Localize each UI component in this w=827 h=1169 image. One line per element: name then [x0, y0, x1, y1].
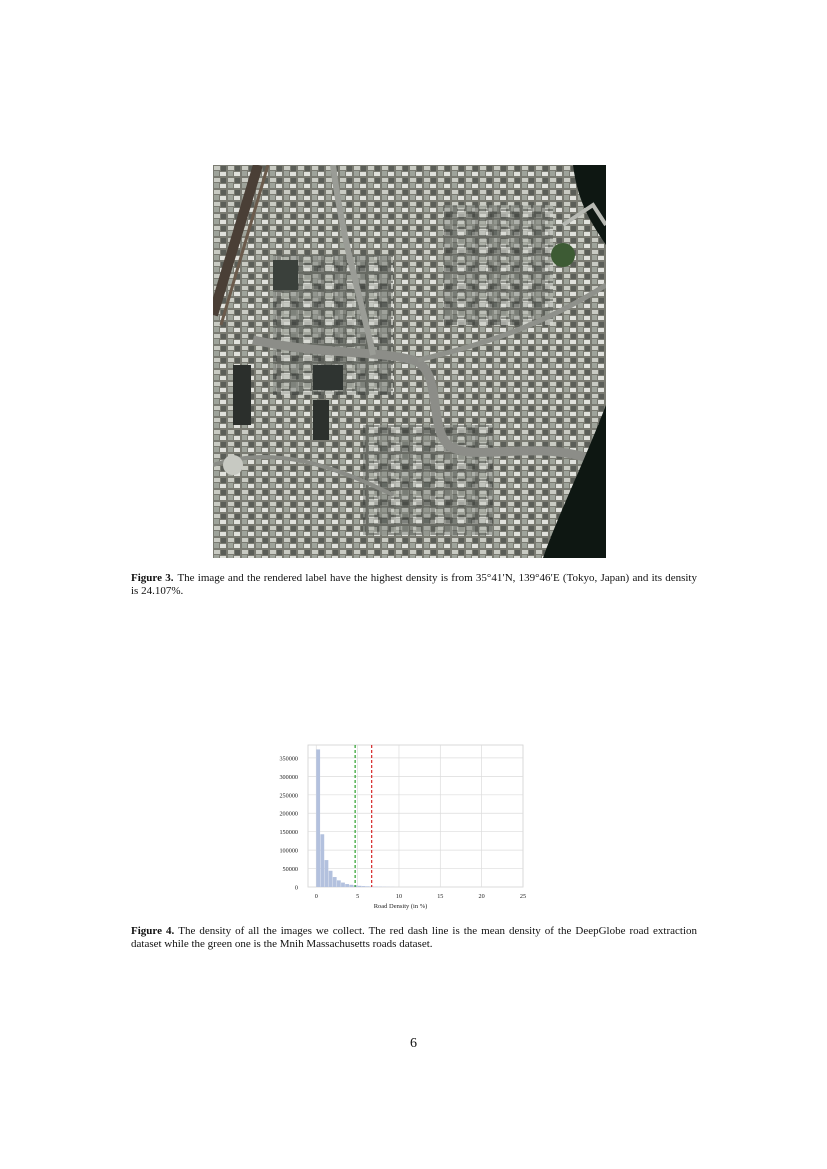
- x-axis-label: Road Density (in %): [373, 903, 428, 910]
- y-tick-label: 50000: [282, 866, 298, 874]
- figure-3-caption: [131, 572, 697, 598]
- page-number: 6: [410, 1036, 417, 1051]
- density-histogram-svg: [270, 740, 530, 915]
- histogram-bar: [349, 885, 353, 887]
- y-tick-label: 350000: [279, 755, 298, 763]
- density-histogram: [270, 740, 530, 920]
- histogram-bar: [329, 871, 333, 887]
- x-tick-label: 10: [395, 893, 403, 900]
- histogram-bar: [333, 877, 337, 887]
- y-tick-label: 300000: [279, 773, 298, 781]
- histogram-bar: [362, 886, 366, 887]
- figure-3-caption-text: The image and the rendered label have the highest density is from 35°41′N, 139°46′E (Tokyo, Japan) and its density is 24.107%.: [131, 572, 697, 597]
- aerial-image-graphic: [213, 165, 606, 558]
- histogram-bar: [320, 834, 324, 887]
- x-tick-label: 0: [314, 893, 318, 900]
- figure-4-caption-text: The density of all the images we collect. The red dash line is the mean density of the DeepGlobe road extraction dataset while the green one is the Mnih Massachusetts roads dataset.: [131, 925, 697, 950]
- histogram-bar: [341, 883, 345, 887]
- y-tick-label: 200000: [279, 810, 298, 818]
- figure-4-label: Figure 4.: [131, 925, 175, 937]
- y-tick-label: 250000: [279, 792, 298, 800]
- x-tick-label: 15: [437, 893, 444, 900]
- histogram-bar: [366, 886, 370, 887]
- y-tick-label: 150000: [279, 829, 298, 837]
- plot-area: [308, 745, 523, 887]
- y-tick-label: 100000: [279, 847, 298, 855]
- figure-3-label: Figure 3.: [131, 572, 174, 584]
- x-tick-label: 20: [478, 893, 485, 900]
- x-tick-label: 5: [356, 893, 360, 900]
- x-tick-label: 25: [519, 893, 527, 900]
- histogram-bar: [325, 860, 329, 887]
- figure-4-caption: [131, 925, 697, 951]
- histogram-bar: [358, 886, 362, 887]
- y-tick-label: 0: [294, 884, 298, 892]
- histogram-bar: [345, 884, 349, 887]
- histogram-bar: [316, 749, 320, 887]
- aerial-image-tokyo: [213, 165, 606, 558]
- histogram-bar: [337, 880, 341, 887]
